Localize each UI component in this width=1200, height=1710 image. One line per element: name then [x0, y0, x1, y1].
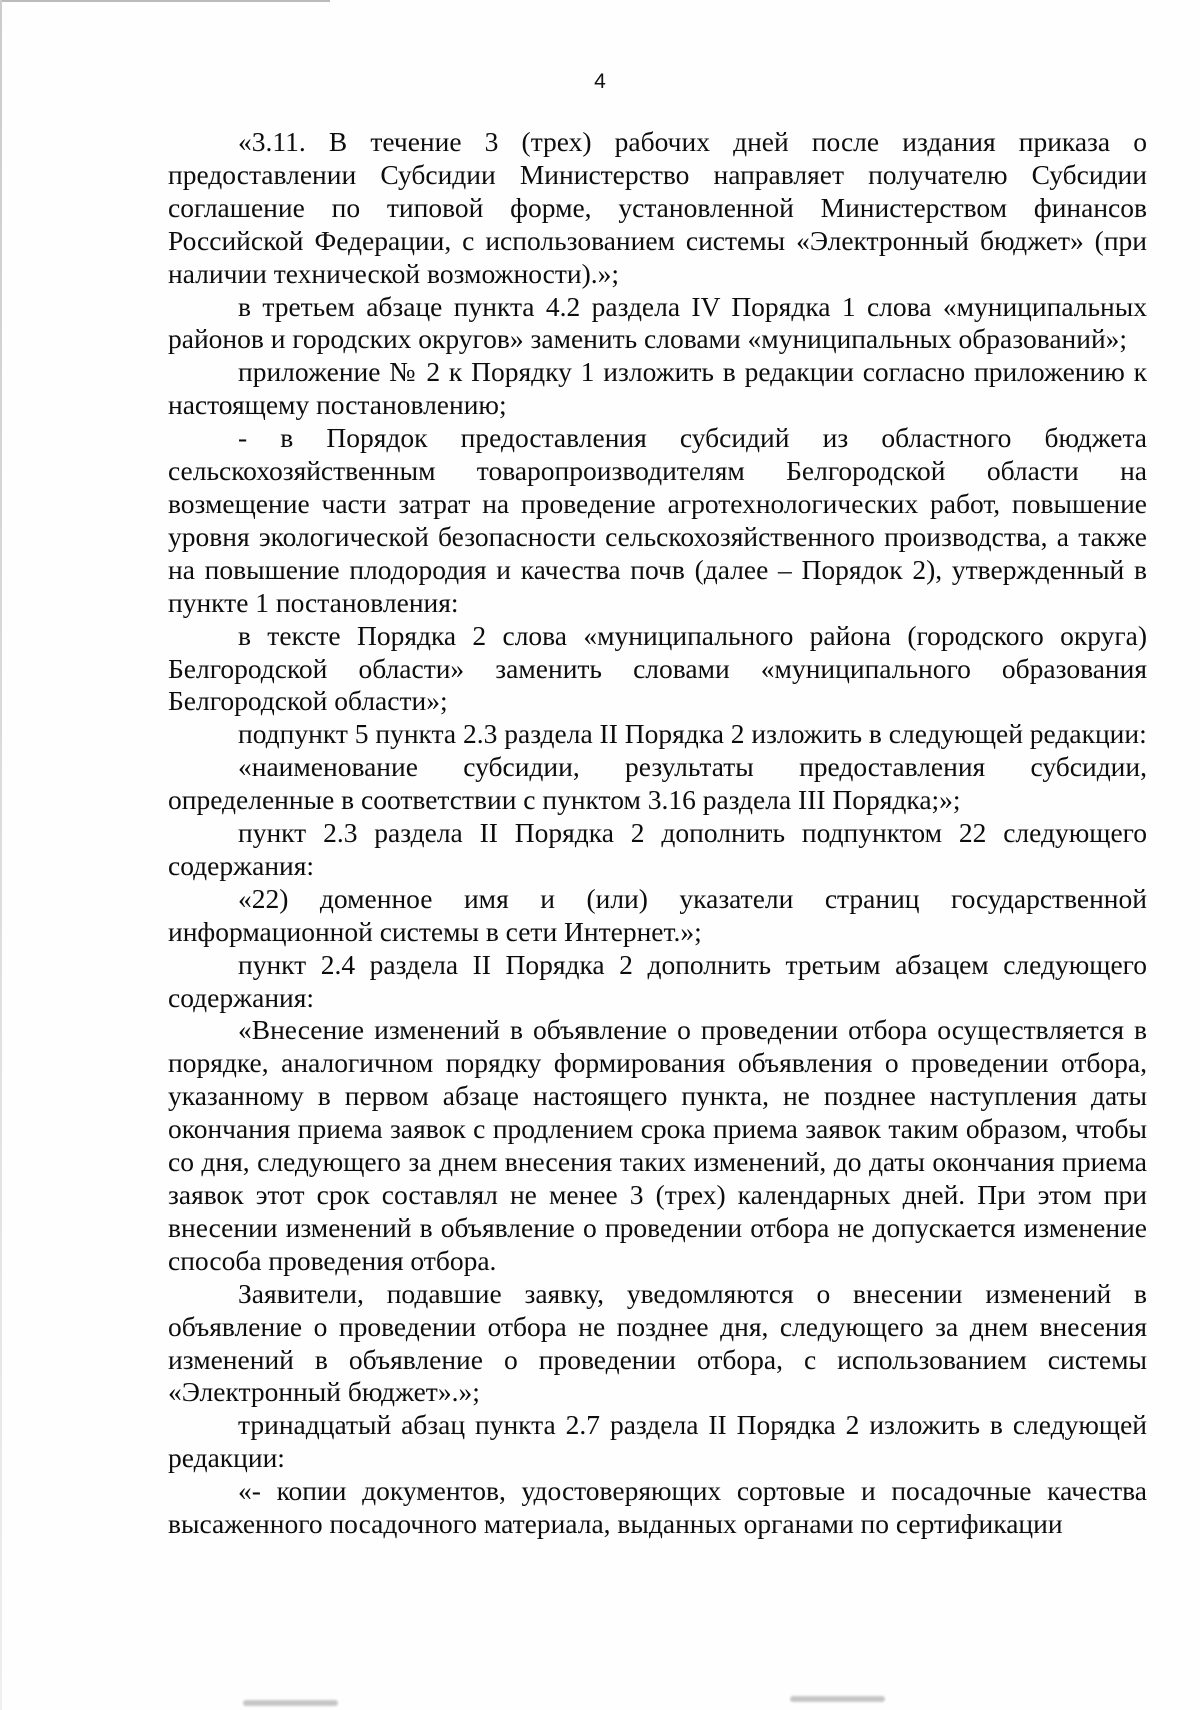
paragraph: «22) доменное имя и (или) указатели страниц государственной информационной системы в сети Интернет.»;: [168, 882, 1147, 947]
scan-smudge: [790, 1696, 885, 1702]
scan-edge-mark: [0, 0, 330, 2]
paragraph: «3.11. В течение 3 (трех) рабочих дней после издания приказа о предоставлении Субсидии Министерство направляет получателю Субсидии соглашение по типовой форме, установленной Министерством финансов Российской Федерации, с использованием системы «Электронный бюджет» (при наличии технической возможности).»;: [168, 126, 1147, 289]
scan-smudge: [243, 1700, 338, 1706]
paragraph: пункт 2.4 раздела II Порядка 2 дополнить третьим абзацем следующего содержания:: [168, 948, 1147, 1013]
scan-edge-shadow: [0, 0, 2, 1710]
paragraph: «Внесение изменений в объявление о проведении отбора осуществляется в порядке, аналогичном порядку формирования объявления о проведении отбора, указанному в первом абзаце настоящего пункта, не позднее наступления даты окончания приема заявок с продлением срока приема заявок таким образом, чтобы со дня, следующего за днем внесения таких изменений, до даты окончания приема заявок этот срок составлял не менее 3 (трех) календарных дней. При этом при внесении изменений в объявление о проведении отбора не допускается изменение способа проведения отбора.: [168, 1014, 1147, 1276]
paragraph: тринадцатый абзац пункта 2.7 раздела II Порядка 2 изложить в следующей редакции:: [168, 1409, 1147, 1474]
paragraph: приложение № 2 к Порядку 1 изложить в редакции согласно приложению к настоящему постановлению;: [168, 356, 1147, 421]
paragraph: Заявители, подавшие заявку, уведомляются о внесении изменений в объявление о проведении отбора не позднее дня, следующего за днем внесения изменений в объявление о проведении отбора, с использованием системы «Электронный бюджет».»;: [168, 1277, 1147, 1408]
paragraph: «- копии документов, удостоверяющих сортовые и посадочные качества высаженного посадочного материала, выданных органами по сертификации: [168, 1475, 1147, 1540]
paragraph: «наименование субсидии, результаты предоставления субсидии, определенные в соответствии с пунктом 3.16 раздела III Порядка;»;: [168, 751, 1147, 816]
paragraph: в третьем абзаце пункта 4.2 раздела IV Порядка 1 слова «муниципальных районов и городских округов» заменить словами «муниципальных образований»;: [168, 290, 1147, 355]
paragraph: в тексте Порядка 2 слова «муниципального района (городского округа) Белгородской области» заменить словами «муниципального образования Белгородской области»;: [168, 619, 1147, 717]
paragraph: подпункт 5 пункта 2.3 раздела II Порядка 2 изложить в следующей редакции:: [238, 718, 1147, 750]
page-number: 4: [594, 70, 606, 93]
document-body: [168, 126, 1147, 1541]
paragraph: пункт 2.3 раздела II Порядка 2 дополнить подпунктом 22 следующего содержания:: [168, 817, 1147, 881]
paragraph: - в Порядок предоставления субсидий из областного бюджета сельскохозяйственным товаропроизводителям Белгородской области на возмещение части затрат на проведение агротехнологических работ, повышение уровня экологической безопасности сельскохозяйственного производства, а также на повышение плодородия и качества почв (далее – Порядок 2), утвержденный в пункте 1 постановления:: [168, 422, 1147, 618]
